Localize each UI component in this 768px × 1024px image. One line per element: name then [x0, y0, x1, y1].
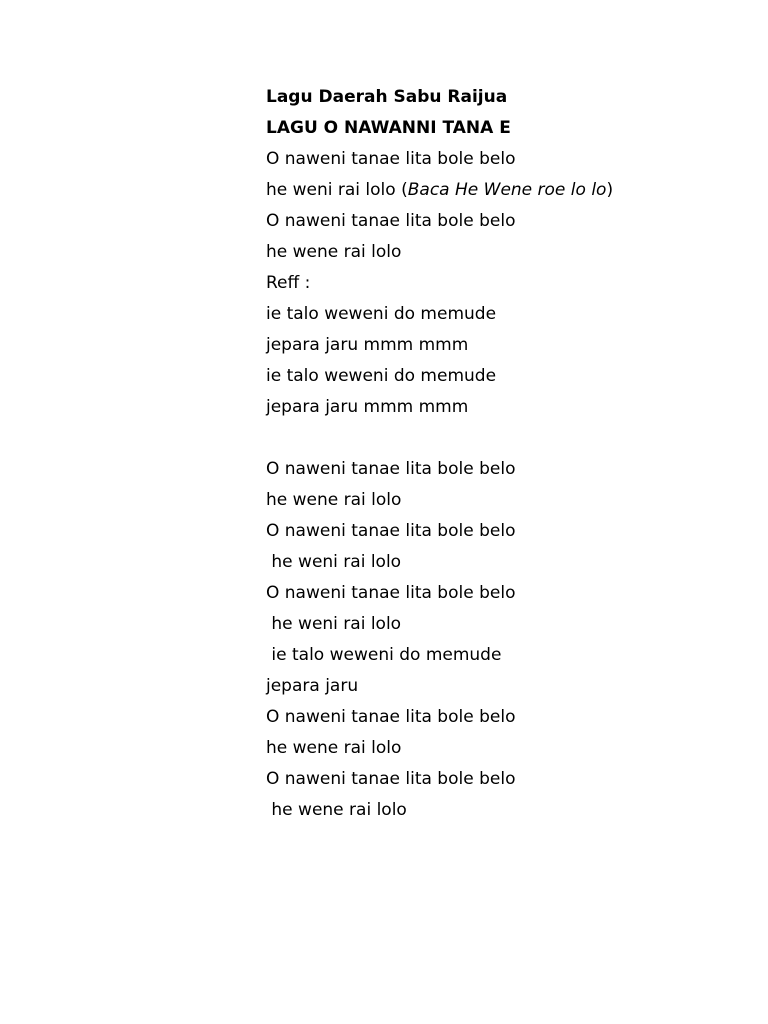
blank-line: [266, 423, 746, 454]
lyric-line: O naweni tanae lita bole belo: [266, 211, 516, 231]
lyric-line: O naweni tanae lita bole belo: [266, 149, 516, 169]
lyric-text: he weni rai lolo (: [266, 180, 408, 200]
reff-label: Reff :: [266, 273, 311, 293]
lyric-line: jepara jaru mmm mmm: [266, 335, 469, 355]
lyric-line: O naweni tanae lita bole belo: [266, 583, 516, 603]
lyric-line: ie talo weweni do memude: [266, 645, 502, 665]
lyric-line: he wene rai lolo: [266, 490, 402, 510]
lyric-line: ie talo weweni do memude: [266, 304, 497, 324]
lyric-line: he wene rai lolo: [266, 800, 407, 820]
document-title: Lagu Daerah Sabu Raijua: [266, 87, 508, 107]
lyrics-content: [266, 82, 746, 826]
lyric-line: ie talo weweni do memude: [266, 366, 497, 386]
lyric-line: O naweni tanae lita bole belo: [266, 459, 516, 479]
song-title: LAGU O NAWANNI TANA E: [266, 118, 511, 138]
lyric-line: he weni rai lolo: [266, 614, 402, 634]
lyric-line-with-note: [266, 175, 746, 206]
lyric-line: O naweni tanae lita bole belo: [266, 769, 516, 789]
lyric-line: he weni rai lolo: [266, 552, 402, 572]
lyric-text-close: ): [606, 180, 614, 200]
lyric-line: O naweni tanae lita bole belo: [266, 521, 516, 541]
lyric-line: he wene rai lolo: [266, 242, 402, 262]
lyric-line: jepara jaru mmm mmm: [266, 397, 469, 417]
lyric-line: O naweni tanae lita bole belo: [266, 707, 516, 727]
lyric-line: he wene rai lolo: [266, 738, 402, 758]
lyric-line: jepara jaru: [266, 676, 359, 696]
pronunciation-note: Baca He Wene roe lo lo: [407, 180, 607, 200]
